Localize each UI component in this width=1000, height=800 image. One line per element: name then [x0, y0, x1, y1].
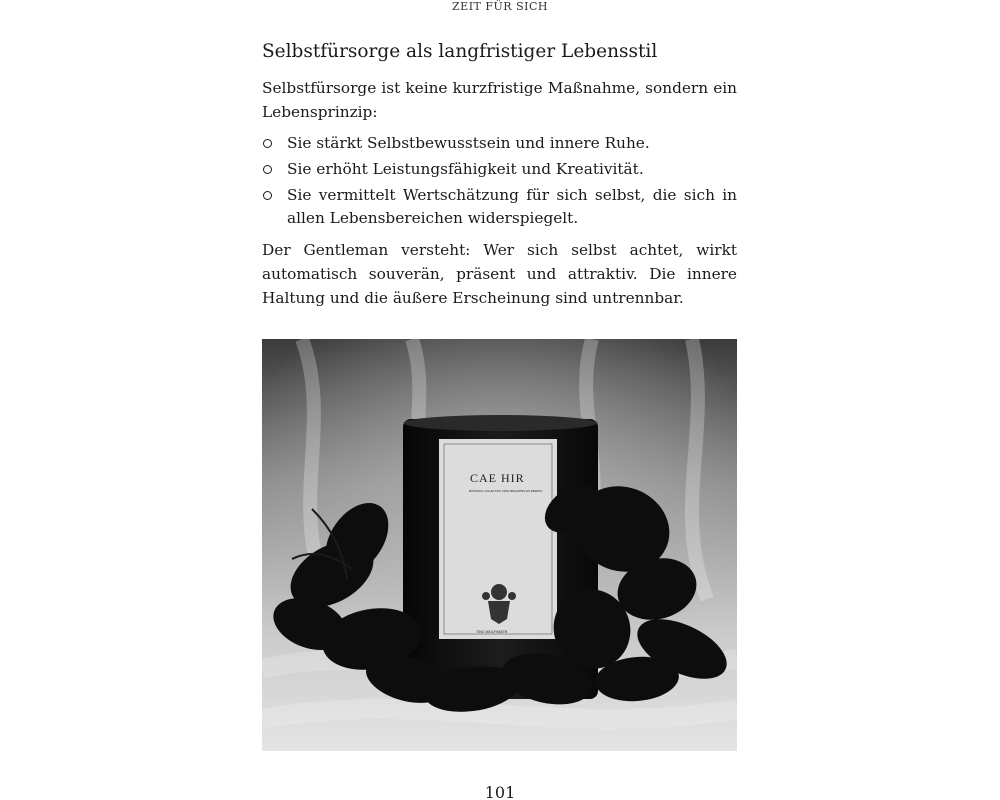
- list-item: [262, 158, 737, 181]
- section-heading: Selbstfürsorge als langfristiger Lebensstil: [262, 41, 658, 62]
- circle-bullet-icon: [263, 139, 272, 148]
- circle-bullet-icon: [263, 191, 272, 200]
- label-maker-text: TINO WOLFINGER: [476, 630, 508, 634]
- closing-paragraph: Der Gentleman versteht: Wer sich selbst achtet, wirkt automatisch souverän, präsent und attraktiv. Die innere Haltung und die äußere Erscheinung sind untrennbar.: [262, 241, 737, 307]
- list-item-text: Sie vermittelt Wertschätzung für sich selbst, die sich in allen Lebensbereichen widerspiegelt.: [287, 186, 737, 227]
- circle-bullet-icon: [263, 165, 272, 174]
- running-head: ZEIT FÜR SICH: [452, 0, 548, 13]
- bullet-list: [262, 132, 737, 230]
- list-item-text: Sie stärkt Selbstbewusstsein und innere Ruhe.: [287, 134, 650, 152]
- label-brand-text: CAE HIR: [470, 471, 525, 485]
- label-garden-text: KRÄUTERGARTEN IM LINDERTZ: [502, 490, 543, 493]
- list-item-text: Sie erhöht Leistungsfähigkeit und Kreativität.: [287, 160, 644, 178]
- intro-paragraph: Selbstfürsorge ist keine kurzfristige Maßnahme, sondern ein Lebensprinzip:: [262, 79, 737, 121]
- candle-photo: [262, 339, 737, 751]
- page-number: 101: [484, 783, 516, 800]
- text-block: [262, 40, 737, 310]
- label-collection-text: BOTANICAL COLLECTION: [469, 490, 501, 493]
- list-item: [262, 184, 737, 230]
- list-item: [262, 132, 737, 155]
